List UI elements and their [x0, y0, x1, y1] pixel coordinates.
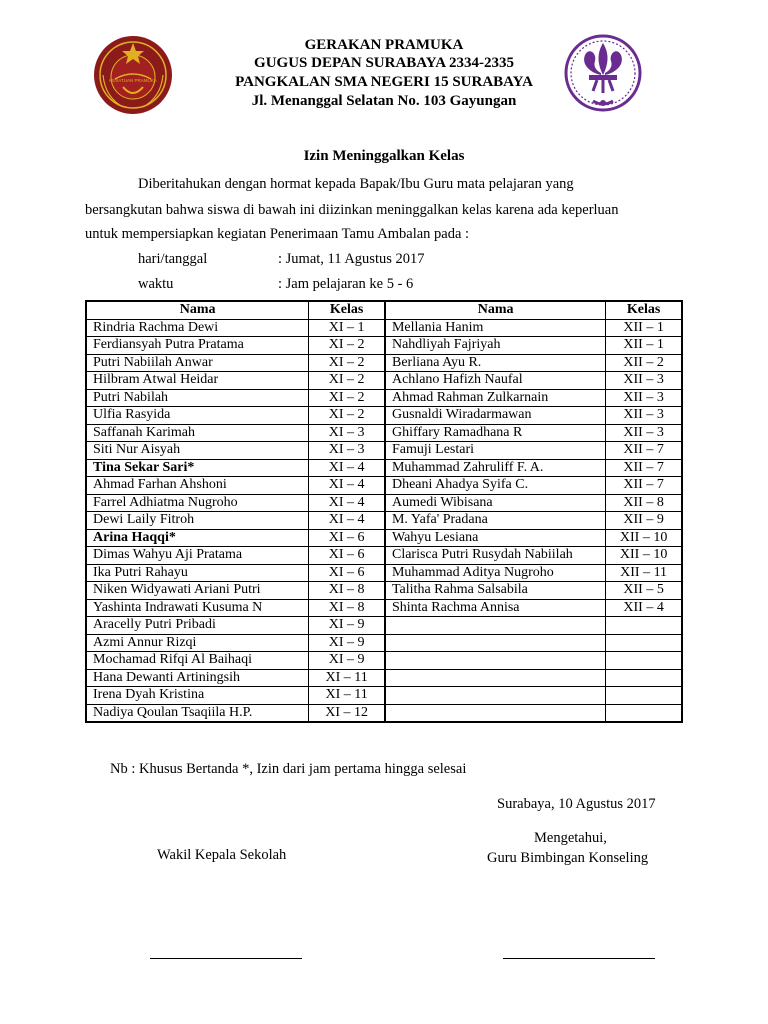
- student-name: Siti Nur Aisyah: [86, 442, 309, 460]
- student-name: Muhammad Zahruliff F. A.: [385, 459, 606, 477]
- student-class: XI – 2: [309, 407, 385, 425]
- table-row: [86, 424, 682, 442]
- student-name: Muhammad Aditya Nugroho: [385, 564, 606, 582]
- student-class: [606, 617, 682, 635]
- table-row: [86, 477, 682, 495]
- student-class: XI – 9: [309, 652, 385, 670]
- student-class: XI – 4: [309, 459, 385, 477]
- student-name: Dewi Laily Fitroh: [86, 512, 309, 530]
- student-class: [606, 634, 682, 652]
- paragraph-line-1: Diberitahukan dengan hormat kepada Bapak/Ibu Guru mata pelajaran yang: [138, 176, 574, 192]
- paragraph-line-3: untuk mempersiapkan kegiatan Penerimaan Tamu Ambalan pada :: [85, 226, 470, 242]
- paragraph-line-2: bersangkutan bahwa siswa di bawah ini diizinkan meninggalkan kelas karena ada keperluan: [85, 202, 619, 218]
- student-name: [385, 704, 606, 722]
- student-class: XI – 11: [309, 669, 385, 687]
- student-name: Saffanah Karimah: [86, 424, 309, 442]
- student-class: XI – 1: [309, 319, 385, 337]
- student-class: XI – 12: [309, 704, 385, 722]
- table-row: [86, 687, 682, 705]
- student-name: Ika Putri Rahayu: [86, 564, 309, 582]
- table-row: [86, 459, 682, 477]
- student-name: Talitha Rahma Salsabila: [385, 582, 606, 600]
- student-class: [606, 652, 682, 670]
- student-class: XI – 9: [309, 617, 385, 635]
- student-name: Farrel Adhiatma Nugroho: [86, 494, 309, 512]
- table-row: [86, 582, 682, 600]
- student-class: XI – 3: [309, 424, 385, 442]
- student-class: XII – 3: [606, 372, 682, 390]
- student-name: Gusnaldi Wiradarmawan: [385, 407, 606, 425]
- student-class: XI – 8: [309, 599, 385, 617]
- left-signature-line: [150, 958, 302, 959]
- student-name: Arina Haqqi*: [86, 529, 309, 547]
- letter-title: Izin Meninggalkan Kelas: [303, 148, 465, 164]
- student-name: Ahmad Farhan Ahshoni: [86, 477, 309, 495]
- student-name: Dheani Ahadya Syifa C.: [385, 477, 606, 495]
- student-name: Putri Nabiilah Anwar: [86, 354, 309, 372]
- table-row: [86, 494, 682, 512]
- left-signer-title: Wakil Kepala Sekolah: [157, 847, 287, 863]
- student-class: XII – 4: [606, 599, 682, 617]
- address: Jl. Menanggal Selatan No. 103 Gayungan: [251, 93, 517, 109]
- student-class: XI – 9: [309, 634, 385, 652]
- table-row: [86, 599, 682, 617]
- student-class: XI – 4: [309, 494, 385, 512]
- student-class: [606, 669, 682, 687]
- student-class: XI – 3: [309, 442, 385, 460]
- student-class: XI – 2: [309, 372, 385, 390]
- student-class: XII – 1: [606, 337, 682, 355]
- student-name: [385, 687, 606, 705]
- student-name: [385, 617, 606, 635]
- table-row: [86, 442, 682, 460]
- footnote: Nb : Khusus Bertanda *, Izin dari jam pertama hingga selesai: [110, 761, 467, 777]
- table-row: [86, 564, 682, 582]
- student-name: [385, 669, 606, 687]
- student-name: Famuji Lestari: [385, 442, 606, 460]
- time-label: waktu: [138, 276, 174, 292]
- student-name: Ferdiansyah Putra Pratama: [86, 337, 309, 355]
- student-name: Niken Widyawati Ariani Putri: [86, 582, 309, 600]
- student-name: Achlano Hafizh Naufal: [385, 372, 606, 390]
- student-name: Ghiffary Ramadhana R: [385, 424, 606, 442]
- student-name: Dimas Wahyu Aji Pratama: [86, 547, 309, 565]
- student-name: Ahmad Rahman Zulkarnain: [385, 389, 606, 407]
- student-name: Yashinta Indrawati Kusuma N: [86, 599, 309, 617]
- right-signer-title: Guru Bimbingan Konseling: [487, 850, 649, 866]
- student-class: XII – 10: [606, 547, 682, 565]
- table-row: [86, 389, 682, 407]
- acknowledged-label: Mengetahui,: [534, 830, 607, 846]
- student-name: [385, 652, 606, 670]
- student-name: Clarisca Putri Rusydah Nabiilah: [385, 547, 606, 565]
- table-row: [86, 634, 682, 652]
- student-name: Hilbram Atwal Heidar: [86, 372, 309, 390]
- student-class: XI – 4: [309, 512, 385, 530]
- unit-name: GUGUS DEPAN SURABAYA 2334-2335: [254, 55, 514, 71]
- student-class: XI – 4: [309, 477, 385, 495]
- student-name: Aracelly Putri Pribadi: [86, 617, 309, 635]
- student-class: XII – 5: [606, 582, 682, 600]
- student-class: XII – 7: [606, 442, 682, 460]
- column-header-name: Nama: [385, 301, 606, 319]
- column-header-name: Nama: [86, 301, 309, 319]
- student-class: XI – 6: [309, 529, 385, 547]
- student-name: Azmi Annur Rizqi: [86, 634, 309, 652]
- student-class: [606, 687, 682, 705]
- student-name: [385, 634, 606, 652]
- table-header-row: [86, 301, 682, 319]
- student-roster-table: [85, 300, 683, 723]
- student-class: XII – 3: [606, 407, 682, 425]
- student-name: Nadiya Qoulan Tsaqiila H.P.: [86, 704, 309, 722]
- student-class: XII – 2: [606, 354, 682, 372]
- student-class: XII – 7: [606, 459, 682, 477]
- column-header-class: Kelas: [309, 301, 385, 319]
- student-class: XII – 9: [606, 512, 682, 530]
- student-class: XI – 6: [309, 547, 385, 565]
- org-name: GERAKAN PRAMUKA: [304, 37, 464, 53]
- student-class: [606, 704, 682, 722]
- student-name: Putri Nabilah: [86, 389, 309, 407]
- student-name: Hana Dewanti Artiningsih: [86, 669, 309, 687]
- student-class: XI – 11: [309, 687, 385, 705]
- student-name: M. Yafa' Pradana: [385, 512, 606, 530]
- student-name: Tina Sekar Sari*: [86, 459, 309, 477]
- student-name: Ulfia Rasyida: [86, 407, 309, 425]
- student-class: XII – 1: [606, 319, 682, 337]
- table-row: [86, 407, 682, 425]
- table-row: [86, 529, 682, 547]
- student-name: Rindria Rachma Dewi: [86, 319, 309, 337]
- table-row: [86, 704, 682, 722]
- table-row: [86, 319, 682, 337]
- student-name: Mellania Hanim: [385, 319, 606, 337]
- student-name: Nahdliyah Fajriyah: [385, 337, 606, 355]
- student-name: Aumedi Wibisana: [385, 494, 606, 512]
- day-value: : Jumat, 11 Agustus 2017: [278, 251, 425, 267]
- student-class: XI – 6: [309, 564, 385, 582]
- student-name: Wahyu Lesiana: [385, 529, 606, 547]
- student-name: Mochamad Rifqi Al Baihaqi: [86, 652, 309, 670]
- day-label: hari/tanggal: [138, 251, 208, 267]
- student-class: XI – 2: [309, 389, 385, 407]
- student-class: XI – 2: [309, 354, 385, 372]
- logo-lettering: KESATUAN PRAMUKA: [109, 78, 157, 83]
- student-class: XII – 8: [606, 494, 682, 512]
- student-class: XII – 11: [606, 564, 682, 582]
- student-class: XII – 3: [606, 389, 682, 407]
- table-row: [86, 617, 682, 635]
- student-name: Shinta Rachma Annisa: [385, 599, 606, 617]
- base-name: PANGKALAN SMA NEGERI 15 SURABAYA: [235, 74, 533, 90]
- student-name: Berliana Ayu R.: [385, 354, 606, 372]
- table-row: [86, 652, 682, 670]
- table-row: [86, 512, 682, 530]
- table-row: [86, 372, 682, 390]
- table-row: [86, 354, 682, 372]
- table-row: [86, 337, 682, 355]
- student-class: XII – 3: [606, 424, 682, 442]
- column-header-class: Kelas: [606, 301, 682, 319]
- time-value: : Jam pelajaran ke 5 - 6: [278, 276, 414, 292]
- student-class: XII – 7: [606, 477, 682, 495]
- student-class: XII – 10: [606, 529, 682, 547]
- right-signature-line: [503, 958, 655, 959]
- student-class: XI – 2: [309, 337, 385, 355]
- table-row: [86, 669, 682, 687]
- place-date: Surabaya, 10 Agustus 2017: [497, 796, 656, 812]
- student-name: Irena Dyah Kristina: [86, 687, 309, 705]
- table-row: [86, 547, 682, 565]
- student-class: XI – 8: [309, 582, 385, 600]
